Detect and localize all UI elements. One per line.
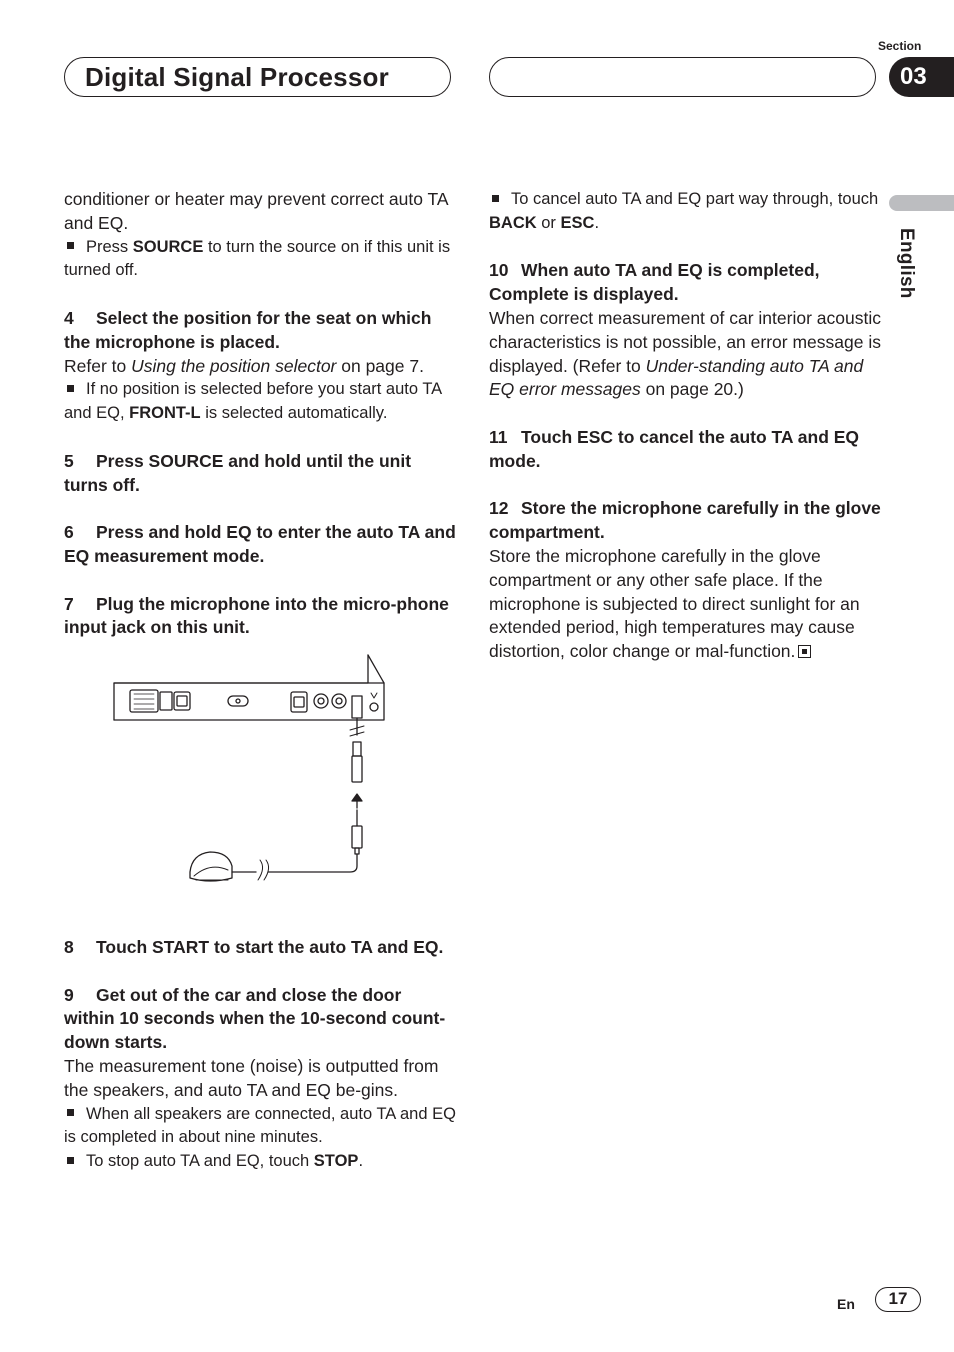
right-column (489, 188, 881, 664)
step-number: 11 (489, 426, 508, 447)
step-number: 6 (64, 522, 74, 543)
body-text: When correct measurement of car interior acoustic characteristics is not possible, an error message is displayed. (Refer to (489, 307, 881, 376)
note-text: To stop auto TA and EQ, touch (86, 1152, 314, 1171)
step-4-heading (64, 307, 456, 355)
step-number: 4 (64, 307, 74, 328)
step-12-body (489, 545, 881, 664)
note-source (64, 236, 456, 284)
step-text: Touch ESC to cancel the auto TA and EQ mode. (489, 426, 860, 471)
step-5-heading (64, 450, 456, 498)
bullet-square-icon (67, 1157, 74, 1164)
step-text: Select the position for the seat on which the microphone is placed. (64, 307, 432, 352)
note-bold: FRONT-L (129, 404, 201, 423)
bullet-square-icon (67, 242, 74, 249)
step-number: 8 (64, 937, 74, 957)
step-number: 10 (489, 260, 509, 281)
language-tab-bar (889, 195, 954, 211)
step-6-heading (64, 521, 456, 569)
step-9-note-2 (64, 1150, 456, 1174)
step-text: Store the microphone carefully in the glove compartment. (489, 498, 881, 543)
step-text: Press SOURCE and hold until the unit turns off. (64, 450, 412, 495)
footer-language-code: En (837, 1296, 855, 1312)
left-column (64, 188, 456, 640)
step-4-body (64, 355, 456, 379)
step-text: When auto TA and EQ is completed, Complete is displayed. (489, 260, 820, 305)
step-text: Plug the microphone into the micro-phone input jack on this unit. (64, 593, 449, 638)
step-number: 12 (489, 498, 509, 519)
step-number: 5 (64, 450, 74, 471)
note-bold: STOP (313, 1152, 359, 1171)
left-column-lower (64, 936, 456, 1174)
note-text: . (594, 213, 600, 232)
step-4-note (64, 378, 456, 426)
cancel-note (489, 188, 881, 236)
step-10-heading (489, 259, 881, 307)
step-number: 9 (64, 984, 74, 1005)
body-text: on page 7. (336, 355, 424, 376)
body-text: Refer to (64, 355, 132, 376)
section-label: Section (878, 39, 922, 53)
section-title-box (64, 57, 451, 97)
body-text: on page 20.) (640, 379, 744, 400)
body-italic: Under-standing auto TA and EQ error messages (489, 355, 864, 400)
step-9-note-1 (64, 1103, 456, 1151)
note-text: or (536, 213, 561, 232)
page-number: 17 (875, 1287, 921, 1312)
end-mark-icon (798, 645, 811, 658)
header-blank-box (489, 57, 876, 97)
step-text: Touch START to start the auto TA and EQ. (96, 937, 444, 957)
bullet-square-icon (67, 385, 74, 392)
note-text: is selected automatically. (200, 404, 388, 423)
note-text: . (358, 1152, 364, 1171)
microphone-connection-illustration (110, 650, 400, 890)
note-bold: BACK (489, 213, 537, 232)
note-text: To cancel auto TA and EQ part way through, touch (511, 190, 879, 208)
step-10-body (489, 307, 881, 402)
bullet-square-icon (67, 1109, 74, 1116)
step-9-heading (64, 984, 456, 1055)
note-text: If no position is selected before you start auto TA and EQ, (64, 380, 442, 423)
note-text: Press (86, 237, 133, 256)
note-bold: SOURCE (132, 237, 204, 256)
bullet-square-icon (492, 195, 499, 202)
step-text: Press and hold EQ to enter the auto TA and EQ measurement mode. (64, 522, 456, 566)
section-number-tab: 03 (889, 57, 954, 97)
body-text: Store the microphone carefully in the glove compartment or any other safe place. If the microphone is subjected to direct sunlight for an extended period, high temperatures may cause distortion, color change or mal-function. (489, 545, 860, 662)
body-italic: Using the position selector (131, 355, 337, 376)
note-bold: ESC (560, 213, 595, 232)
step-text: Get out of the car and close the door within 10 seconds when the 10-second count-down starts. (64, 984, 446, 1053)
step-number: 7 (64, 593, 74, 614)
step-8-heading (64, 936, 456, 960)
note-text: to turn the source on if this unit is turned off. (64, 237, 451, 280)
language-label: English (896, 228, 917, 299)
step-11-heading (489, 426, 881, 474)
page-title: Digital Signal Processor (85, 62, 389, 92)
intro-text: conditioner or heater may prevent correct auto TA and EQ. (64, 189, 448, 233)
note-text: When all speakers are connected, auto TA and EQ is completed in about nine minutes. (64, 1104, 456, 1147)
step-7-heading (64, 593, 456, 641)
step-12-heading (489, 497, 881, 545)
step-9-body: The measurement tone (noise) is outputted from the speakers, and auto TA and EQ be-gins. (64, 1055, 439, 1100)
